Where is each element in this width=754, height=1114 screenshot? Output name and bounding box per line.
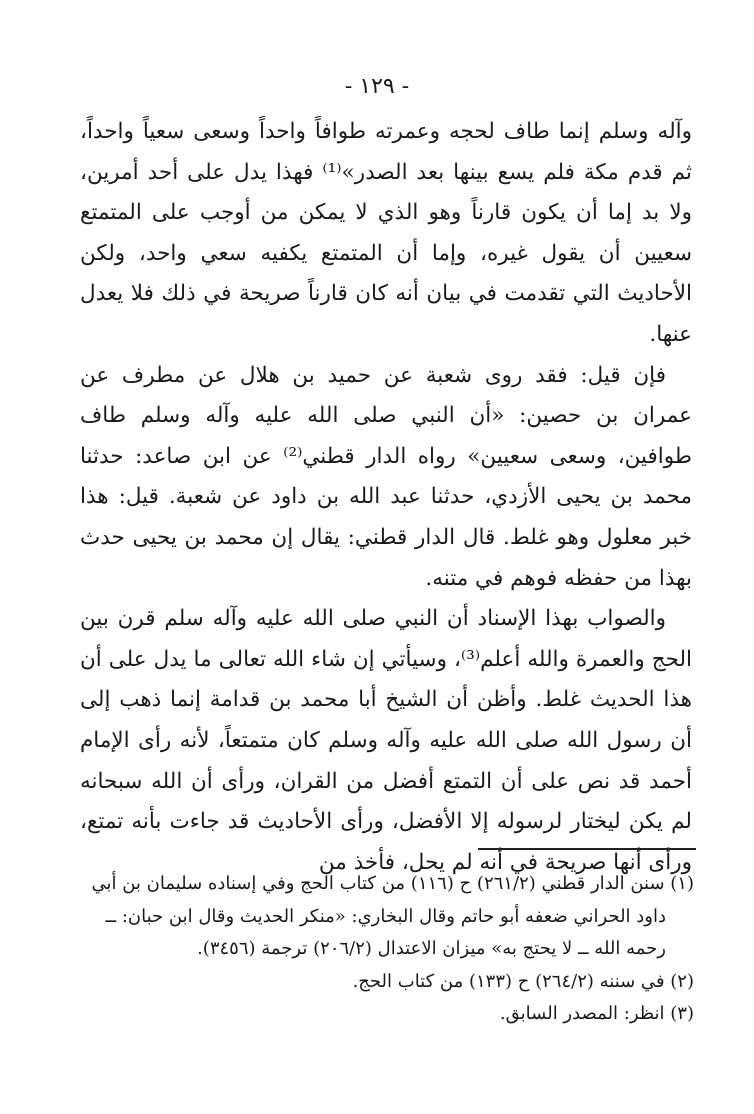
paragraph-1: وآله وسلم إنما طاف لحجه وعمرته طوافاً واحداً وسعى سعياً واحداً، ثم قدم مكة فلم يسع بينها بعد الصدر»⁽¹⁾ فهذا يدل على أحد أمرين، ولا بد إما أن يكون قارناً وهو الذي لا يمكن من أوجب على المتمتع سعيين أن يقول غيره، وإما أن المتمتع يكفيه سعي واحد، ولكن الأحاديث التي تقدمت في بيان أنه كان قارناً صريحة في ذلك فلا يعدل عنها.: [80, 119, 692, 347]
main-text: [80, 112, 692, 883]
page-number: - ١٢٩ -: [344, 74, 410, 99]
footnote-separator: [478, 848, 696, 850]
footnote-2: (٢) في سننه (٢٦٤/٢) ح (١٣٣) من كتاب الحج.: [352, 970, 694, 992]
footnotes: [80, 868, 694, 1031]
paragraph-3: والصواب بهذا الإسناد أن النبي صلى الله عليه وآله سلم قرن بين الحج والعمرة والله أعلم⁽³⁾، وسيأتي إن شاء الله تعالى ما يدل على أن هذا الحديث غلط. وأظن أن الشيخ أبا محمد بن قدامة إنما ذهب إلى أن رسول الله صلى الله عليه وآله وسلم كان متمتعاً، لأنه رأى الإمام أحمد قد نص على أن التمتع أفضل من القران، ورأى أن الله سبحانه لم يكن ليختار لرسوله إلا الأفضل، ورأى الأحاديث قد جاءت بأنه تمتع، ورأى أنها صريحة في أنه لم يحل، فأخذ من: [80, 606, 693, 875]
footnote-1-line-3: رحمه الله ــ لا يحتج به» ميزان الاعتدال (٢٠٦/٢) ترجمة (٣٤٥٦).: [197, 938, 666, 959]
footnote-1-line-1: (١) سنن الدار قطني (٢٦١/٢) ح (١١٦) من كتاب الحج وفي إسناده سليمان بن أبي: [91, 873, 694, 894]
paragraph-2: فإن قيل: فقد روى شعبة عن حميد بن هلال عن مطرف عن عمران بن حصين: «أن النبي صلى الله عليه وآله وسلم طاف طوافين، وسعى سعيين» رواه الدار قطني⁽²⁾ عن ابن صاعد: حدثنا محمد بن يحيى الأزدي، حدثنا عبد الله بن داود عن شعبة. قيل: هذا خبر معلول وهو غلط. قال الدار قطني: يقال إن محمد بن يحيى حدث بهذا من حفظه فوهم في متنه.: [80, 362, 693, 591]
footnote-1-line-2: داود الحراني ضعفه أبو حاتم وقال البخاري: «منكر الحديث وقال ابن حبان: ــ: [105, 905, 666, 927]
footnote-3: (٣) انظر: المصدر السابق.: [499, 1003, 694, 1024]
